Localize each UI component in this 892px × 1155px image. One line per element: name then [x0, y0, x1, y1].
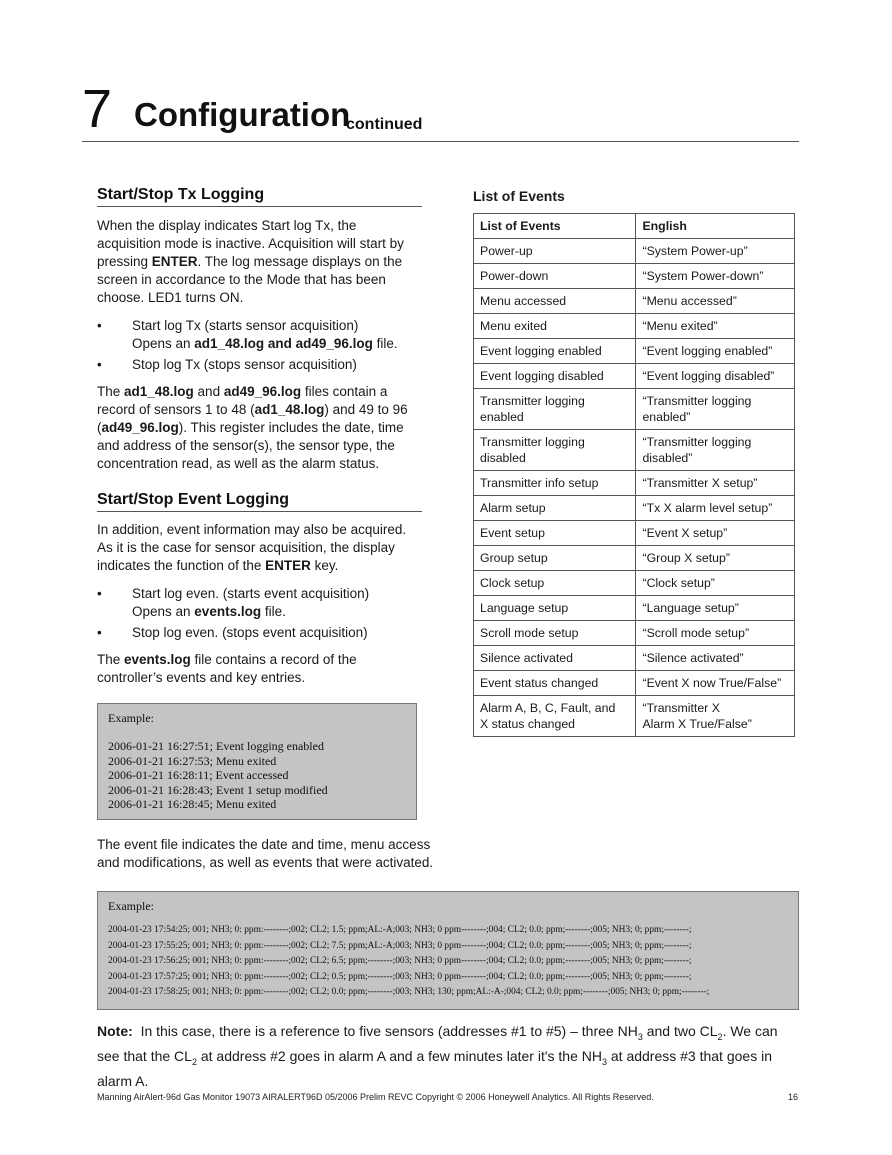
event-name-cell: Clock setup: [474, 571, 636, 596]
example-box-sensor-log: [97, 891, 799, 1010]
bullet-dot: •: [97, 625, 102, 640]
event-name-cell: Language setup: [474, 596, 636, 621]
event-name-cell: Power-down: [474, 264, 636, 289]
example-lines: [108, 739, 328, 812]
event-english-cell: “System Power-down”: [636, 264, 795, 289]
log-line: 2006-01-21 16:27:51; Event logging enabled: [108, 739, 324, 753]
table-row: [474, 596, 795, 621]
after-example-paragraph: [97, 836, 433, 872]
text-line: acquisition mode is inactive. Acquisition will start by: [97, 236, 404, 251]
bullet-item: [97, 356, 417, 374]
log-line: 2006-01-21 16:28:45; Menu exited: [108, 797, 277, 811]
subscript: 2: [717, 1031, 723, 1042]
event-english-cell: “Menu exited”: [636, 314, 795, 339]
section-rule: [97, 206, 422, 207]
example-label: Example:: [108, 711, 154, 725]
event-name-cell: Group setup: [474, 546, 636, 571]
header-rule: [82, 141, 799, 142]
text-line: (ad49_96.log). This register includes the date, time: [97, 420, 404, 435]
text-line: controller’s events and key entries.: [97, 670, 306, 685]
chapter-title: Configuration: [134, 96, 351, 133]
table-row: [474, 646, 795, 671]
note-text: at address #2 goes in alarm A and a few minutes later it's the NH: [196, 1047, 602, 1064]
sec2-paragraph-2: [97, 651, 357, 687]
event-english-cell: “Event X now True/False”: [636, 671, 795, 696]
event-english-cell: “Transmitter X Alarm X True/False”: [636, 696, 795, 737]
log-line: 2004-01-23 17:58:25; 001; NH3; 0: ppm:--------;002; CL2; 0.0; ppm;--------;003; NH3; 130; ppm;AL:-A-;004; CL2; 0.0; ppm;--------;005; NH3; 0; ppm;--------;: [108, 987, 710, 997]
event-name-cell: Menu exited: [474, 314, 636, 339]
table-row: [474, 430, 795, 471]
text-line: record of sensors 1 to 48 (ad1_48.log) and 49 to 96: [97, 402, 408, 417]
footer-text: Manning AirAlert-96d Gas Monitor 19073 AIRALERT96D 05/2006 Prelim REVC Copyright © 2006 Honeywell Analytics. All Rights Reserved.: [97, 1092, 654, 1102]
table-row: [474, 339, 795, 364]
bullet-dot: •: [97, 318, 102, 333]
event-english-cell: “Scroll mode setup”: [636, 621, 795, 646]
events-table: [473, 213, 795, 737]
bullet-item: [97, 585, 417, 621]
note-text: In this case, there is a reference to five sensors (addresses #1 to #5) – three NH: [140, 1023, 638, 1039]
bullet-dot: •: [97, 586, 102, 601]
sec1-paragraph-2: [97, 383, 408, 473]
log-line: 2006-01-21 16:28:11; Event accessed: [108, 768, 289, 782]
page-number: 16: [788, 1092, 799, 1102]
bullet-dot: •: [97, 357, 102, 372]
section-rule: [97, 511, 422, 512]
table-row: [474, 546, 795, 571]
event-english-cell: “Event logging disabled”: [636, 364, 795, 389]
subscript: 3: [601, 1056, 607, 1067]
bullet-text-2: Opens an ad1_48.log and ad49_96.log file.: [132, 336, 398, 351]
example-box-events: [97, 703, 417, 820]
section-heading-tx-logging: Start/Stop Tx Logging: [97, 186, 265, 203]
chapter-continued: continued: [346, 116, 423, 133]
bold-term: events.log: [194, 604, 262, 619]
text-line: The ad1_48.log and ad49_96.log files contain a: [97, 384, 388, 399]
event-english-cell: “Silence activated”: [636, 646, 795, 671]
section-heading-event-logging: Start/Stop Event Logging: [97, 491, 289, 508]
table-row: [474, 521, 795, 546]
event-english-cell: “Language setup”: [636, 596, 795, 621]
event-name-cell: Event status changed: [474, 671, 636, 696]
table-row: [474, 264, 795, 289]
bullet-text: Start log even. (starts event acquisition): [132, 586, 370, 601]
bold-term: ad49_96.log: [223, 384, 302, 399]
event-name-cell: Scroll mode setup: [474, 621, 636, 646]
table-row: [474, 314, 795, 339]
event-english-cell: “Group X setup”: [636, 546, 795, 571]
event-name-cell: Transmitter logging enabled: [474, 389, 636, 430]
bold-term: ad1_48.log and ad49_96.log: [194, 336, 373, 351]
note-label: Note:: [97, 1023, 133, 1039]
event-english-cell: “Clock setup”: [636, 571, 795, 596]
text-line: concentration read, as well as the alarm status.: [97, 456, 380, 471]
log-line: 2004-01-23 17:57:25; 001; NH3; 0: ppm:--------;002; CL2; 0.5; ppm;--------;003; NH3; 0 ppm--------;004; CL2; 0.0; ppm;--------;005; NH3; 0; ppm;--------;: [108, 971, 692, 982]
text-line: pressing ENTER. The log message displays on the: [97, 254, 403, 269]
event-english-cell: “Transmitter X setup”: [636, 471, 795, 496]
bold-term: ENTER: [265, 558, 311, 573]
log-line: 2006-01-21 16:28:43; Event 1 setup modified: [108, 782, 328, 797]
example-label: Example:: [108, 899, 154, 913]
table-header-row: [474, 214, 795, 239]
text-line: The event file indicates the date and time, menu access: [97, 837, 431, 852]
text-line: In addition, event information may also be acquired.: [97, 522, 407, 537]
table-row: [474, 389, 795, 430]
table-row: [474, 364, 795, 389]
event-english-cell: “Menu accessed”: [636, 289, 795, 314]
sec1-paragraph-1: [97, 217, 404, 307]
log-line: 2004-01-23 17:54:25; 001; NH3; 0: ppm:--------;002; CL2; 1.5; ppm;AL:-A;003; NH3; 0 ppm--------;004; CL2; 0.0; ppm;--------;005; NH3; 0; ppm;--------;: [108, 925, 692, 935]
log-line: 2004-01-23 17:55:25; 001; NH3; 0: ppm:--------;002; CL2; 7.5; ppm;AL:-A;003; NH3; 0 ppm--------;004; CL2; 0.0; ppm;--------;005; NH3; 0; ppm;--------;: [108, 940, 692, 951]
event-name-cell: Event setup: [474, 521, 636, 546]
event-name-cell: Silence activated: [474, 646, 636, 671]
table-row: [474, 289, 795, 314]
text-line: screen in accordance to the Mode that has been: [97, 272, 386, 287]
text-line: The events.log file contains a record of the: [97, 652, 357, 667]
subscript: 3: [637, 1031, 643, 1042]
bullet-text: Stop log Tx (stops sensor acquisition): [132, 357, 357, 372]
event-name-cell: Alarm A, B, C, Fault, and X status changed: [474, 696, 636, 737]
table-row: [474, 471, 795, 496]
text-line: indicates the function of the ENTER key.: [97, 558, 339, 573]
table-row: [474, 696, 795, 737]
subscript: 2: [191, 1056, 197, 1067]
event-name-cell: Alarm setup: [474, 496, 636, 521]
event-english-cell: “Tx X alarm level setup”: [636, 496, 795, 521]
text-line: and modifications, as well as events that were activated.: [97, 855, 434, 870]
text-line: and address of the sensor(s), the sensor type, the: [97, 438, 395, 453]
note-text: . We can see that the CL: [97, 1023, 778, 1064]
bold-term: events.log: [124, 652, 191, 667]
events-table-title: List of Events: [473, 188, 565, 204]
table-row: [474, 239, 795, 264]
bullet-item: [97, 317, 417, 353]
event-english-cell: “Event logging enabled”: [636, 339, 795, 364]
bullet-text-2: Opens an events.log file.: [132, 604, 286, 619]
text-line: choose. LED1 turns ON.: [97, 290, 244, 305]
event-english-cell: “Event X setup”: [636, 521, 795, 546]
event-name-cell: Event logging disabled: [474, 364, 636, 389]
log-line: 2006-01-21 16:27:53; Menu exited: [108, 753, 277, 768]
note-text: at address #3 that goes in alarm A.: [97, 1047, 772, 1089]
log-line: 2004-01-23 17:56:25; 001; NH3; 0: ppm:--------;002; CL2; 6.5; ppm;--------;003; NH3; 0 ppm--------;004; CL2; 0.0; ppm;--------;005; NH3; 0; ppm;--------;: [108, 956, 692, 966]
table-row: [474, 496, 795, 521]
bold-term: ad49_96.log: [101, 420, 179, 435]
event-english-cell: “System Power-up”: [636, 239, 795, 264]
table-row: [474, 671, 795, 696]
text-line: As it is the case for sensor acquisition, the display: [97, 540, 395, 555]
column-header: English: [636, 214, 795, 239]
note-paragraph: [97, 1022, 797, 1091]
bullet-text: Stop log even. (stops event acquisition): [132, 625, 368, 640]
sec2-paragraph-1: [97, 521, 406, 575]
event-english-cell: “Transmitter logging enabled”: [636, 389, 795, 430]
bold-term: ENTER: [151, 254, 198, 269]
table-row: [474, 571, 795, 596]
event-name-cell: Transmitter info setup: [474, 471, 636, 496]
bullet-item: [97, 624, 417, 642]
column-header: List of Events: [474, 214, 636, 239]
event-name-cell: Event logging enabled: [474, 339, 636, 364]
example-lines: [108, 923, 709, 1001]
event-name-cell: Menu accessed: [474, 289, 636, 314]
text-line: When the display indicates Start log Tx, the: [97, 218, 357, 233]
table-row: [474, 621, 795, 646]
event-english-cell: “Transmitter logging disabled”: [636, 430, 795, 471]
chapter-number: 7: [82, 79, 113, 139]
event-name-cell: Transmitter logging disabled: [474, 430, 636, 471]
events-table-body: [474, 239, 795, 737]
bold-term: ad1_48.log: [124, 384, 194, 399]
bullet-text: Start log Tx (starts sensor acquisition): [132, 318, 359, 333]
event-name-cell: Power-up: [474, 239, 636, 264]
bold-term: ad1_48.log: [254, 402, 325, 417]
note-text: and two CL: [642, 1023, 718, 1039]
